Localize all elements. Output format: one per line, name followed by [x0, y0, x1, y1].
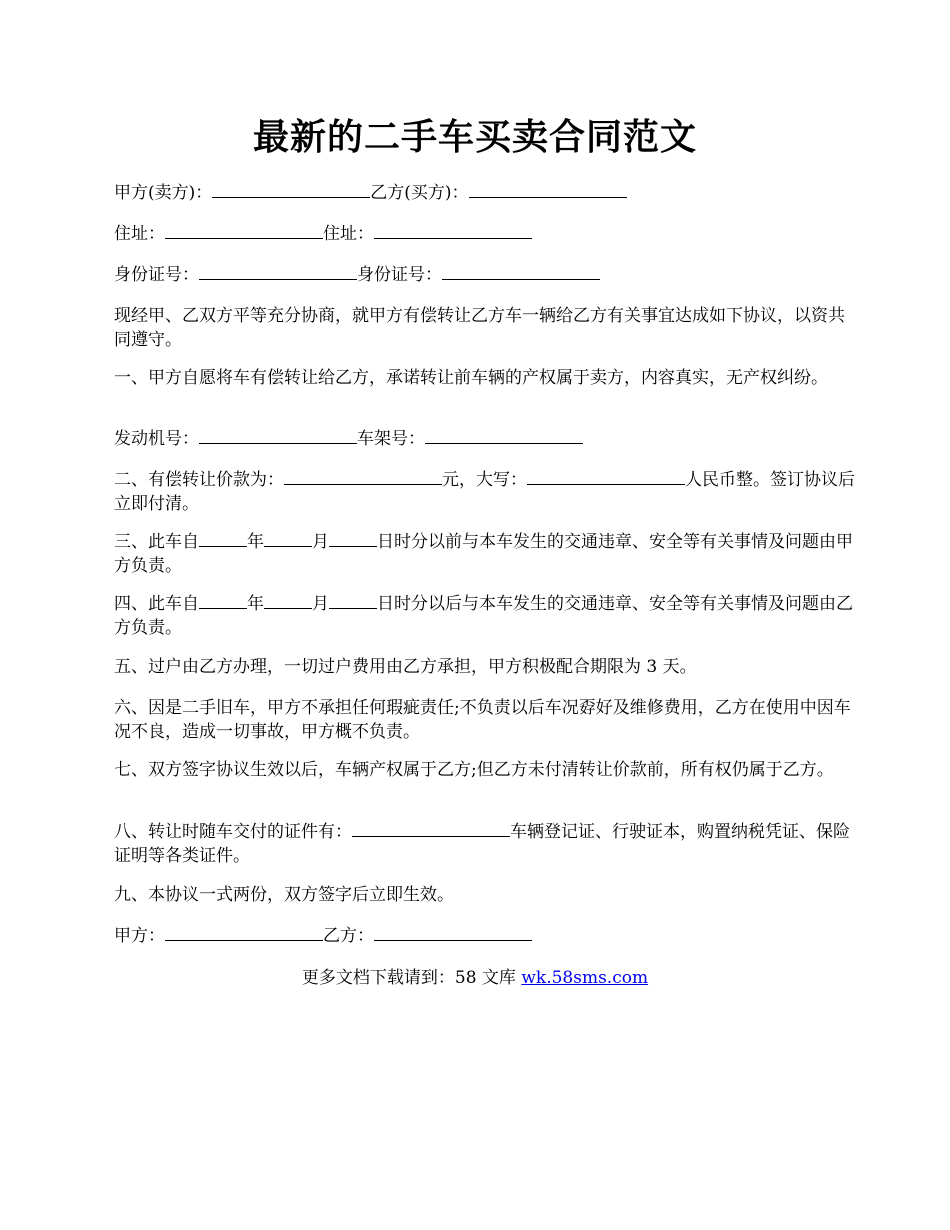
clause-3-day-blank — [329, 530, 377, 547]
clause-5: 五、过户由乙方办理，一切过户费用由乙方承担，甲方积极配合期限为 3 天。 — [114, 657, 697, 677]
id-a-label: 身份证号： — [114, 265, 199, 285]
clause-8-prefix: 八、转让时随车交付的证件有： — [114, 822, 352, 842]
engine-no-label: 发动机号： — [114, 429, 199, 449]
address-line — [114, 222, 859, 246]
id-line — [114, 263, 859, 287]
frame-no-label: 车架号： — [357, 429, 425, 449]
vehicle-numbers-line — [114, 427, 859, 451]
clause-4-year-blank — [199, 592, 247, 609]
frame-no-blank — [425, 427, 583, 444]
party-b-blank — [469, 181, 627, 198]
preamble-paragraph: 现经甲、乙双方平等充分协商，就甲方有偿转让乙方车一辆给乙方有关事宜达成如下协议，以资共同遵守。 — [114, 306, 845, 350]
clause-7: 七、双方签字协议生效以后，车辆产权属于乙方;但乙方未付清转让价款前，所有权仍属于乙方。 — [114, 760, 834, 780]
address-a-blank — [165, 222, 323, 239]
price-capital-blank — [527, 468, 685, 485]
clause-6: 六、因是二手旧车，甲方不承担任何瑕疵责任;不负责以后车况孬好及维修费用，乙方在使用中因车况不良，造成一切事故，甲方概不负责。 — [114, 698, 851, 742]
clause-3-month-label: 月 — [312, 532, 329, 552]
documents-blank — [352, 820, 510, 837]
footer-text: 更多文档下载请到：58 文库 — [301, 968, 522, 988]
clause-4 — [114, 592, 859, 640]
clause-4-month-blank — [264, 592, 312, 609]
clause-4-month-label: 月 — [312, 594, 329, 614]
clause-3 — [114, 530, 859, 578]
engine-no-blank — [199, 427, 357, 444]
clause-3-month-blank — [264, 530, 312, 547]
clause-4-year-label: 年 — [247, 594, 264, 614]
clause-8 — [114, 820, 859, 868]
id-a-blank — [199, 263, 357, 280]
clause-3-body: 日时分以前与本车发生的交通违章、安全等有关事情及问题由甲方负责。 — [114, 532, 853, 576]
clause-8-body: 车辆登记证、行驶证本，购置纳税凭证、保险证明等各类证件。 — [114, 822, 850, 866]
signature-line — [114, 924, 859, 948]
clause-4-prefix: 四、此车自 — [114, 594, 199, 614]
address-a-label: 住址： — [114, 224, 165, 244]
clause-4-day-blank — [329, 592, 377, 609]
clause-2 — [114, 468, 859, 516]
sign-b-label: 乙方： — [323, 926, 374, 946]
sign-b-blank — [374, 924, 532, 941]
address-b-blank — [374, 222, 532, 239]
clause-2-price-label: 二、有偿转让价款为： — [114, 470, 284, 490]
sign-a-blank — [165, 924, 323, 941]
clause-3-prefix: 三、此车自 — [114, 532, 199, 552]
price-blank — [284, 468, 442, 485]
document-title: 最新的二手车买卖合同范文 — [252, 116, 697, 158]
id-b-blank — [442, 263, 600, 280]
clause-4-body: 日时分以后与本车发生的交通违章、安全等有关事情及问题由乙方负责。 — [114, 594, 853, 638]
id-b-label: 身份证号： — [357, 265, 442, 285]
address-b-label: 住址： — [323, 224, 374, 244]
clause-9: 九、本协议一式两份，双方签字后立即生效。 — [114, 885, 454, 905]
clause-1: 一、甲方自愿将车有偿转让给乙方，承诺转让前车辆的产权属于卖方，内容真实，无产权纠纷。 — [114, 368, 828, 388]
clause-2-tail: 人民币整。签订协议后立即付清。 — [114, 470, 855, 514]
parties-line — [114, 181, 859, 205]
clause-3-year-blank — [199, 530, 247, 547]
party-a-label: 甲方(卖方)： — [114, 183, 213, 203]
sign-a-label: 甲方： — [114, 926, 165, 946]
clause-3-year-label: 年 — [247, 532, 264, 552]
clause-2-capital-label: 元，大写： — [442, 470, 527, 490]
footer-link[interactable]: wk.58sms.com — [521, 968, 649, 988]
footer — [0, 966, 950, 990]
party-a-blank — [212, 181, 370, 198]
party-b-label: 乙方(买方)： — [370, 183, 469, 203]
